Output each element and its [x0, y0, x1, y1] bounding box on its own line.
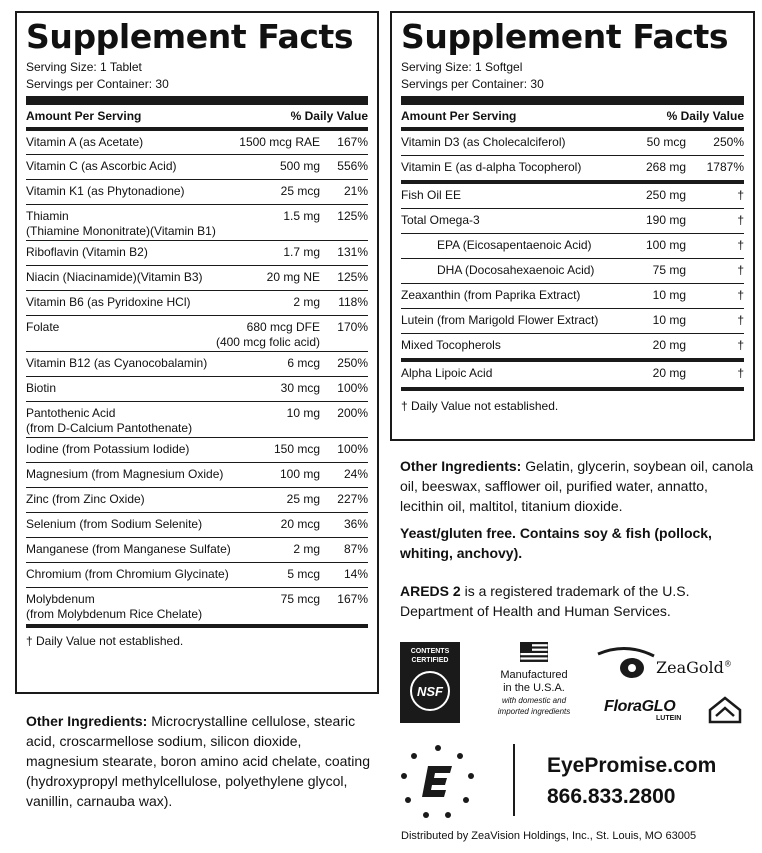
nutrient-amount: 250 mg: [645, 188, 686, 202]
trademark-statement: [400, 581, 755, 621]
nutrient-amount-text: 100 mg: [279, 467, 320, 481]
nsf-mark: NSF: [410, 671, 450, 711]
nutrient-amount: 100 mg: [645, 238, 686, 252]
nutrient-amount: 190 mg: [645, 213, 686, 227]
nutrient-amount: 20 mg: [652, 338, 686, 352]
nutrient-name: Vitamin E (as d-alpha Tocopherol): [401, 160, 582, 174]
nutrient-daily-value: 14%: [343, 567, 368, 581]
nutrient-daily-value: †: [737, 263, 744, 277]
nsf-certified-badge: [400, 642, 460, 723]
nutrient-amount-text: 2 mg: [293, 542, 320, 556]
left-supplement-facts: [15, 11, 379, 694]
right-supplement-facts: [390, 11, 755, 441]
nutrient-daily-value: 170%: [337, 320, 368, 334]
nutrient-name-text: Molybdenum: [26, 592, 95, 606]
nutrient-name-text: Vitamin C (as Ascorbic Acid): [26, 159, 177, 173]
trademark-bold: AREDS 2: [400, 583, 461, 599]
website-link[interactable]: EyePromise.com: [547, 754, 717, 777]
nutrient-name: [26, 270, 267, 285]
right-nutrient-row: [401, 259, 744, 284]
zeagold-reg: ®: [723, 659, 732, 669]
right-header-amount: Amount Per Serving: [401, 109, 517, 123]
left-nutrient-row: [26, 402, 368, 438]
right-servings-per-container: Servings per Container: 30: [401, 77, 544, 91]
nutrient-name: [26, 320, 216, 335]
nutrient-daily-value: 167%: [337, 135, 368, 149]
nutrient-source: (Thiamine Mononitrate)(Vitamin B1): [26, 224, 216, 238]
nutrient-daily-value: 21%: [343, 184, 368, 198]
nutrient-name-text: Selenium (from Sodium Selenite): [26, 517, 203, 531]
nutrient-amount: [287, 567, 320, 582]
right-nutrient-row: [401, 131, 744, 156]
nutrient-name-text: Vitamin K1 (as Phytonadione): [26, 184, 185, 198]
nutrient-name-text: Riboflavin (Vitamin B2): [26, 245, 148, 259]
nutrient-daily-value: 131%: [337, 245, 368, 259]
usa-line1: Manufactured: [500, 669, 568, 681]
nutrient-name-text: Zinc (from Zinc Oxide): [26, 492, 145, 506]
nutrient-amount: [239, 135, 320, 150]
nutrient-name: [26, 406, 287, 436]
nutrient-daily-value: 118%: [338, 295, 368, 309]
nsf-line1: CONTENTS: [410, 648, 450, 655]
right-nutrient-row: [401, 309, 744, 334]
nutrient-amount: [281, 381, 320, 396]
nutrient-amount: [293, 295, 320, 310]
nutrient-daily-value: 125%: [337, 209, 368, 223]
nutrient-daily-value: †: [737, 213, 744, 227]
nutrient-amount: [274, 442, 320, 457]
nutrient-name: [26, 492, 287, 507]
left-header-amount: Amount Per Serving: [26, 109, 142, 123]
nutrient-name-text: Chromium (from Chromium Glycinate): [26, 567, 229, 581]
left-ingredients-text: Microcrystalline cellulose, stearic acid, croscarmellose sodium, silicon dioxide, magnesium stearate, boron amino acid chelate, coating (hydroxypropyl methylcellulose, polyethylene glycol, vanillin, carnauba wax).: [26, 713, 370, 809]
nutrient-amount-text: 20 mg NE: [266, 270, 320, 284]
nutrient-amount-sub: (400 mcg folic acid): [215, 335, 320, 349]
nutrient-daily-value: †: [737, 238, 744, 252]
left-nutrient-row: [26, 513, 368, 538]
contact-divider: [513, 744, 515, 816]
trademark-text: is a registered trademark of the U.S. Department of Health and Human Services.: [400, 583, 690, 619]
left-nutrient-row: [26, 266, 368, 291]
nutrient-name-text: Niacin (Niacinamide)(Vitamin B3): [26, 270, 203, 284]
nutrient-amount: 268 mg: [645, 160, 686, 174]
nutrient-amount: 50 mcg: [646, 135, 686, 149]
nutrient-amount-text: 5 mcg: [287, 567, 320, 581]
left-footnote: † Daily Value not established.: [26, 634, 184, 648]
nutrient-amount-text: 2 mg: [293, 295, 320, 309]
usa-line2: in the U.S.A.: [503, 682, 565, 694]
left-nutrient-row: [26, 488, 368, 513]
nutrient-amount-text: 150 mcg: [273, 442, 320, 456]
nutrient-daily-value: 250%: [337, 356, 368, 370]
left-servings-per-container: Servings per Container: 30: [26, 77, 169, 91]
left-nutrient-rows: [26, 131, 368, 624]
nutrient-name: DHA (Docosahexaenoic Acid): [437, 263, 595, 277]
nutrient-name: Mixed Tocopherols: [401, 338, 501, 352]
left-serving-size: Serving Size: 1 Tablet: [26, 60, 142, 74]
nutrient-name-text: Magnesium (from Magnesium Oxide): [26, 467, 224, 481]
nutrient-daily-value: 36%: [343, 517, 368, 531]
nutrient-amount-text: 20 mcg: [280, 517, 320, 531]
left-foot-rule: [26, 624, 368, 628]
nutrient-amount: [281, 184, 320, 199]
nutrient-name: Zeaxanthin (from Paprika Extract): [401, 288, 581, 302]
nutrient-name: EPA (Eicosapentaenoic Acid): [437, 238, 592, 252]
nutrient-name: [26, 184, 281, 199]
nutrient-amount-text: 1.7 mg: [283, 245, 320, 259]
nutrient-source: (from Molybdenum Rice Chelate): [26, 607, 203, 621]
nutrient-name-text: Pantothenic Acid: [26, 406, 116, 420]
right-header-dv: % Daily Value: [666, 109, 744, 123]
zeagold-logo: [596, 644, 746, 682]
nutrient-name: [26, 295, 293, 310]
nutrient-amount: [280, 159, 320, 174]
us-flag-icon: [520, 642, 548, 662]
nutrient-amount: [283, 209, 320, 224]
eye-icon: [596, 644, 656, 682]
right-ingredients-text: Gelatin, glycerin, soybean oil, canola oil, beeswax, safflower oil, purified water, annatto, lecithin oil, maltitol, titanium dioxide.: [400, 458, 754, 514]
nutrient-amount: [283, 245, 320, 260]
left-nutrient-row: [26, 563, 368, 588]
nutrient-name-text: Folate: [26, 320, 60, 334]
nutrient-amount-text: 25 mg: [286, 492, 320, 506]
floraglo-arrow-icon: [708, 696, 742, 724]
right-title: Supplement Facts: [401, 17, 729, 56]
nutrient-name: Lutein (from Marigold Flower Extract): [401, 313, 599, 327]
nutrient-name-text: Manganese (from Manganese Sulfate): [26, 542, 231, 556]
left-nutrient-row: [26, 352, 368, 377]
nutrient-daily-value: 250%: [713, 135, 744, 149]
eyepromise-logo-icon: [398, 744, 478, 820]
nutrient-name-text: Biotin: [26, 381, 57, 395]
made-in-usa-badge: [484, 642, 584, 717]
nutrient-amount-text: 680 mcg DFE: [246, 320, 320, 334]
nutrient-daily-value: 556%: [337, 159, 368, 173]
left-thick-rule: [26, 96, 368, 105]
nutrient-daily-value: 167%: [337, 592, 368, 606]
floraglo-logo: [604, 696, 744, 728]
nutrient-amount: [293, 542, 320, 557]
left-nutrient-row: [26, 180, 368, 205]
nutrient-amount: [280, 467, 320, 482]
nutrient-amount: 75 mg: [652, 263, 686, 277]
nutrient-name-text: Vitamin B6 (as Pyridoxine HCl): [26, 295, 191, 309]
left-header-dv: % Daily Value: [290, 109, 368, 123]
nutrient-name: Vitamin D3 (as Cholecalciferol): [401, 135, 566, 149]
left-nutrient-row: [26, 291, 368, 316]
right-nutrient-row: [401, 209, 744, 234]
right-nutrient-row: [401, 334, 744, 362]
nutrient-daily-value: 227%: [337, 492, 368, 506]
nutrient-amount-text: 10 mg: [286, 406, 320, 420]
nutrient-name-text: Vitamin B12 (as Cyanocobalamin): [26, 356, 208, 370]
left-nutrient-row: [26, 155, 368, 180]
nutrient-amount: [281, 517, 320, 532]
nsf-line2: CERTIFIED: [411, 657, 449, 664]
nutrient-amount-text: 25 mcg: [280, 184, 320, 198]
nutrient-daily-value: 125%: [337, 270, 368, 284]
nutrient-amount: 20 mg: [652, 366, 686, 380]
nutrient-amount-text: 30 mcg: [280, 381, 320, 395]
nutrient-amount-text: 75 mcg: [280, 592, 320, 606]
left-nutrient-row: [26, 588, 368, 624]
left-table-header: [26, 105, 368, 131]
left-nutrient-row: [26, 463, 368, 488]
nutrient-name: [26, 245, 283, 260]
distributor-statement: Distributed by ZeaVision Holdings, Inc., St. Louis, MO 63005: [401, 830, 697, 842]
left-title: Supplement Facts: [26, 17, 354, 56]
usa-line3: with domestic and: [501, 696, 567, 705]
nutrient-daily-value: 87%: [343, 542, 368, 556]
right-other-ingredients: [400, 456, 755, 516]
nutrient-name: Total Omega-3: [401, 213, 480, 227]
nutrient-amount-text: 1500 mcg RAE: [239, 135, 320, 149]
nutrient-daily-value: †: [737, 188, 744, 202]
nutrient-name: [26, 542, 293, 557]
nutrient-amount: [287, 356, 320, 371]
nutrient-amount: [287, 406, 320, 421]
usa-line4: imported ingredients: [497, 707, 571, 716]
left-ingredients-label: Other Ingredients:: [26, 713, 148, 729]
nutrient-daily-value: †: [737, 338, 744, 352]
right-nutrient-row: [401, 156, 744, 184]
right-nutrient-row: [401, 284, 744, 309]
allergen-statement: Yeast/gluten free. Contains soy & fish (pollock, whiting, anchovy).: [400, 525, 712, 561]
nutrient-source: (from D-Calcium Pantothenate): [26, 421, 193, 435]
nutrient-daily-value: 200%: [337, 406, 368, 420]
left-nutrient-row: [26, 131, 368, 155]
nutrient-amount: [216, 320, 320, 350]
floraglo-text: FloraGLO: [604, 698, 676, 715]
nutrient-daily-value: †: [737, 366, 744, 380]
phone-number[interactable]: 866.833.2800: [547, 785, 676, 808]
left-nutrient-row: [26, 377, 368, 402]
nutrient-name: [26, 159, 280, 174]
right-nutrient-rows: [401, 131, 744, 387]
left-nutrient-row: [26, 205, 368, 241]
right-nutrient-row: [401, 234, 744, 259]
nutrient-daily-value: †: [737, 288, 744, 302]
nutrient-name: [26, 442, 274, 457]
zeagold-word: [656, 658, 732, 677]
floraglo-lutein: LUTEIN: [656, 715, 682, 722]
right-thick-rule: [401, 96, 744, 105]
nutrient-amount-text: 1.5 mg: [283, 209, 320, 223]
nutrient-amount: [287, 492, 320, 507]
nutrient-amount-text: 500 mg: [279, 159, 320, 173]
nutrient-name: [26, 567, 287, 582]
left-nutrient-row: [26, 316, 368, 352]
right-footnote: † Daily Value not established.: [401, 399, 559, 413]
right-nutrient-row: [401, 184, 744, 209]
nutrient-daily-value: 24%: [343, 467, 368, 481]
nutrient-name-text: Thiamin: [26, 209, 69, 223]
right-serving-size: Serving Size: 1 Softgel: [401, 60, 523, 74]
nutrient-amount: 10 mg: [652, 313, 686, 327]
nutrient-amount-text: 6 mcg: [287, 356, 320, 370]
nutrient-name: [26, 135, 239, 150]
left-other-ingredients: [26, 711, 376, 811]
nutrient-name: [26, 209, 283, 239]
nutrient-amount: 10 mg: [652, 288, 686, 302]
nutrient-daily-value: 100%: [337, 442, 368, 456]
left-nutrient-row: [26, 438, 368, 463]
nutrient-daily-value: 100%: [337, 381, 368, 395]
zeagold-text: ZeaGold: [656, 658, 724, 677]
nutrient-name: Fish Oil EE: [401, 188, 462, 202]
nutrient-name: [26, 517, 281, 532]
nutrient-daily-value: †: [737, 313, 744, 327]
right-ingredients-label: Other Ingredients:: [400, 458, 522, 474]
nutrient-amount: [267, 270, 320, 285]
right-nutrient-row: [401, 362, 744, 387]
nutrient-name: [26, 356, 287, 371]
nutrient-name-text: Vitamin A (as Acetate): [26, 135, 144, 149]
right-table-header: [401, 105, 744, 131]
nutrient-name-text: Iodine (from Potassium Iodide): [26, 442, 190, 456]
nutrient-amount: [281, 592, 320, 607]
left-nutrient-row: [26, 538, 368, 563]
nutrient-name: [26, 467, 280, 482]
left-nutrient-row: [26, 241, 368, 266]
nutrient-name: [26, 592, 281, 622]
nutrient-name: [26, 381, 281, 396]
nutrient-daily-value: 1787%: [706, 160, 744, 174]
nutrient-name: Alpha Lipoic Acid: [401, 366, 493, 380]
right-foot-rule: [401, 387, 744, 391]
